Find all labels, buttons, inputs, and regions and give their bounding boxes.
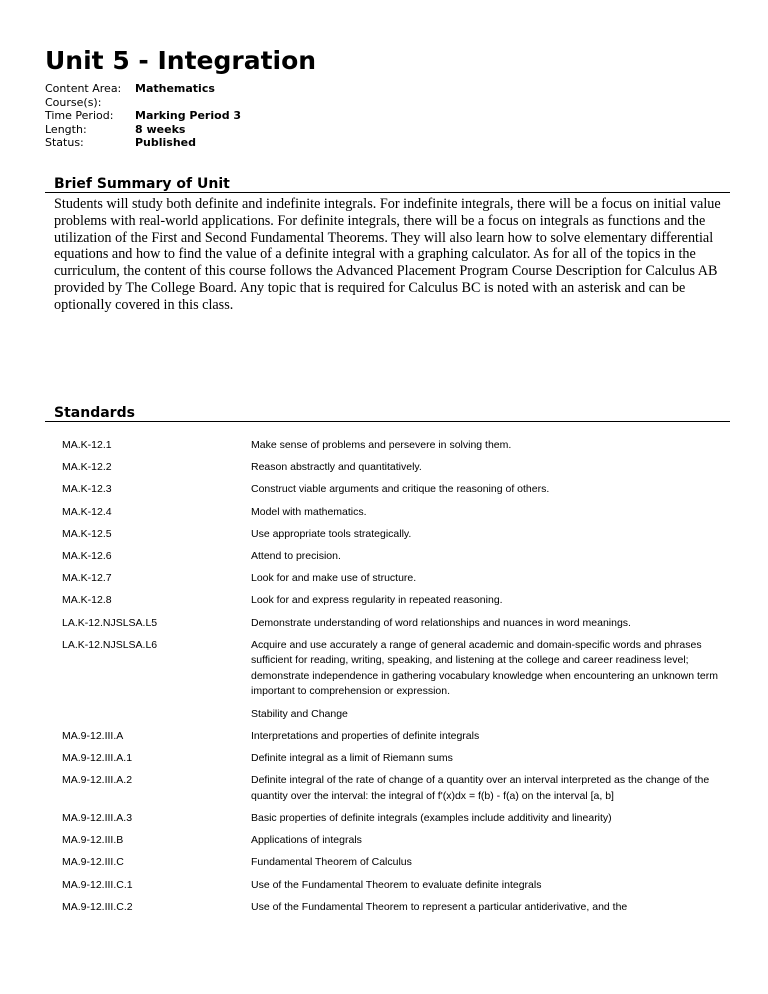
standard-code: MA.9-12.III.A.3 — [62, 812, 133, 824]
standard-description: Definite integral as a limit of Riemann sums — [251, 752, 453, 765]
meta-row-status — [45, 136, 445, 150]
standard-description: Construct viable arguments and critique the reasoning of others. — [251, 483, 550, 496]
meta-label: Length: — [45, 122, 87, 136]
standard-code: MA.9-12.III.B — [62, 834, 124, 847]
standard-row — [45, 460, 730, 476]
standard-row — [45, 593, 730, 609]
meta-value: Published — [135, 136, 197, 149]
standard-row — [45, 878, 730, 894]
standard-description: Definite integral of the rate of change of a quantity over an interval interpreted as the change of the quantity over the interval: the integral of f'(x)dx = f(b) - f(a) on the interval [a, b] — [251, 774, 710, 802]
meta-row-courses — [45, 96, 445, 110]
standard-row — [45, 833, 730, 849]
standard-description: Attend to precision. — [251, 549, 341, 562]
meta-value: Mathematics — [135, 82, 215, 95]
standard-description: Make sense of problems and persevere in solving them. — [251, 439, 512, 451]
summary-heading: Brief Summary of Unit — [45, 176, 730, 193]
meta-row-length — [45, 123, 445, 137]
standard-description: Look for and make use of structure. — [251, 572, 417, 585]
standard-description: Demonstrate understanding of word relationships and nuances in word meanings. — [251, 616, 631, 629]
unit-metadata — [45, 82, 445, 150]
page-title: Unit 5 - Integration — [45, 46, 317, 75]
standard-row — [45, 707, 730, 723]
standard-code — [62, 707, 251, 723]
standard-description: Reason abstractly and quantitatively. — [251, 461, 422, 474]
standard-row — [45, 616, 730, 632]
standard-code: MA.K-12.6 — [62, 549, 112, 562]
standard-description: Fundamental Theorem of Calculus — [251, 856, 412, 869]
meta-value: 8 weeks — [135, 122, 186, 136]
standard-code: MA.K-12.7 — [62, 572, 112, 585]
meta-label: Time Period: — [45, 109, 114, 122]
standard-row — [45, 505, 730, 521]
standard-code: MA.K-12.8 — [62, 594, 112, 607]
summary-text: Students will study both definite and indefinite integrals. For indefinite integrals, there will be a focus on initial value problems with real-world applications. For definite integrals, there will be a focus on integrals as functions and the utilization of the First and Second Fundamental Theorems. They will also learn how to solve elementary differential equations and how to find the value of a definite integral with a graphing calculator. As for all of the topics in the curriculum, the content of this course follows the Advanced Placement Program Course Description for Calculus AB provided by The College Board. Any topic that is required for Calculus BC is noted with an asterisk and can be optionally covered in this class. — [54, 196, 721, 313]
standard-row — [45, 571, 730, 587]
standards-heading: Standards — [45, 405, 730, 422]
standard-code: LA.K-12.NJSLSA.L6 — [62, 638, 158, 651]
meta-label: Course(s): — [45, 95, 102, 109]
standard-description: Use of the Fundamental Theorem to evaluate definite integrals — [251, 878, 542, 891]
meta-value: Marking Period 3 — [135, 109, 242, 122]
standard-row — [45, 811, 730, 827]
standard-row — [45, 638, 730, 700]
meta-row-time-period — [45, 109, 445, 123]
standard-row — [45, 527, 730, 543]
standard-code: MA.9-12.III.A — [62, 729, 124, 742]
standard-code: MA.K-12.2 — [62, 461, 112, 474]
standard-row — [45, 729, 730, 745]
standard-code: MA.K-12.5 — [62, 527, 112, 540]
standard-description: Applications of integrals — [251, 834, 362, 847]
standard-description: Model with mathematics. — [251, 505, 367, 518]
standard-row — [45, 482, 730, 498]
standard-code: MA.K-12.3 — [62, 483, 112, 496]
standard-description: Look for and express regularity in repeated reasoning. — [251, 594, 503, 607]
standard-code: MA.9-12.III.A.2 — [62, 774, 133, 787]
standard-code: MA.9-12.III.C — [62, 856, 124, 869]
standard-code: MA.9-12.III.C.1 — [62, 878, 133, 891]
standard-code: LA.K-12.NJSLSA.L5 — [62, 616, 158, 629]
standard-description: Acquire and use accurately a range of general academic and domain-specific words and phrases sufficient for reading, writing, speaking, and listening at the college and career readiness level; demonstrate independence in gathering vocabulary knowledge when encountering an unknown term important to comprehension or expression. — [251, 638, 718, 698]
standard-code: MA.K-12.4 — [62, 505, 112, 518]
meta-label: Status: — [45, 136, 84, 149]
standard-row — [45, 900, 730, 916]
standard-description: Use of the Fundamental Theorem to represent a particular antiderivative, and the — [251, 900, 628, 913]
standard-row — [45, 438, 730, 454]
standard-row — [45, 773, 730, 804]
meta-label: Content Area: — [45, 82, 122, 95]
standards-list — [45, 438, 730, 922]
standard-description: Interpretations and properties of definite integrals — [251, 729, 480, 742]
standard-code: MA.9-12.III.C.2 — [62, 900, 133, 913]
meta-row-content-area — [45, 82, 445, 96]
standard-row — [45, 751, 730, 767]
standard-description: Use appropriate tools strategically. — [251, 527, 412, 540]
standard-row — [45, 855, 730, 871]
standard-description: Basic properties of definite integrals (examples include additivity and linearity) — [251, 812, 612, 824]
standard-code: MA.9-12.III.A.1 — [62, 752, 133, 765]
standard-code: MA.K-12.1 — [62, 439, 112, 451]
standard-description: Stability and Change — [251, 707, 348, 720]
standard-row — [45, 549, 730, 565]
